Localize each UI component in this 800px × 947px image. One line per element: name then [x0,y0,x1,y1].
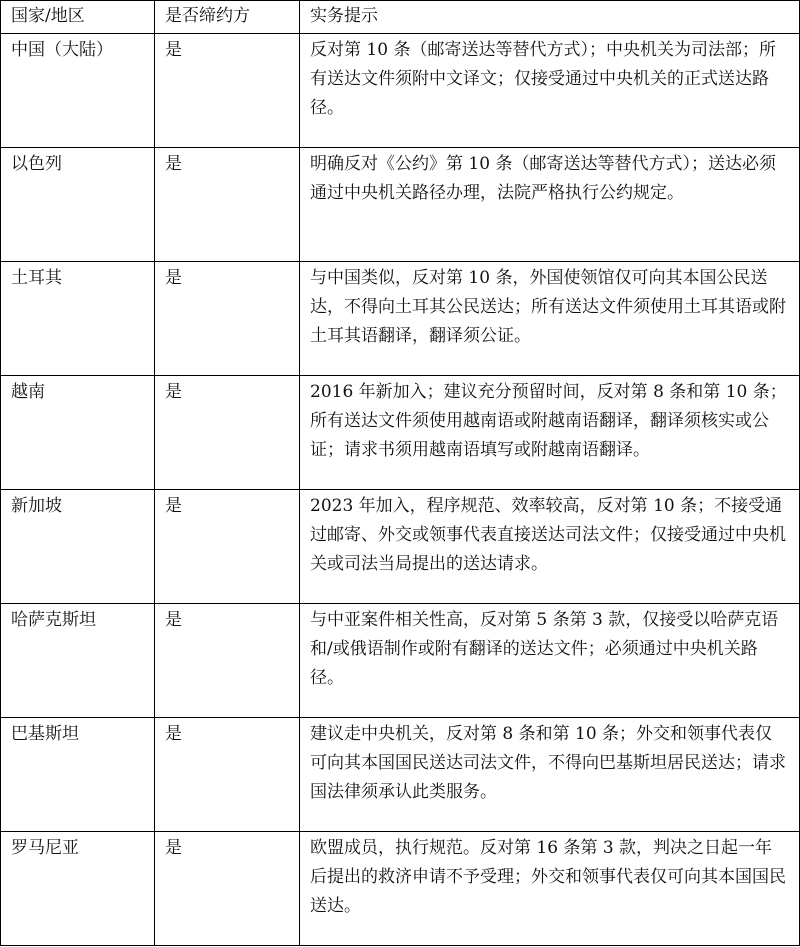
region-cell: 土耳其 [1,262,155,376]
table-row [1,490,800,604]
region-cell: 以色列 [1,148,155,262]
region-cell: 越南 [1,376,155,490]
tip-cell: 2016 年新加入；建议充分预留时间，反对第 8 条和第 10 条；所有送达文件须使用越南语或附越南语翻译，翻译须核实或公证；请求书须用越南语填写或附越南语翻译。 [300,376,800,490]
party-cell: 是 [155,490,300,604]
header-region: 国家/地区 [1,1,155,34]
party-cell: 是 [155,718,300,832]
table-row [1,34,800,148]
region-cell: 巴基斯坦 [1,718,155,832]
region-cell: 新加坡 [1,490,155,604]
region-cell: 罗马尼亚 [1,832,155,946]
party-cell: 是 [155,262,300,376]
header-tip: 实务提示 [300,1,800,34]
region-cell: 哈萨克斯坦 [1,604,155,718]
party-cell: 是 [155,148,300,262]
party-cell: 是 [155,376,300,490]
table-row [1,262,800,376]
table-row [1,148,800,262]
tip-cell: 与中亚案件相关性高，反对第 5 条第 3 款，仅接受以哈萨克语和/或俄语制作或附有翻译的送达文件；必须通过中央机关路径。 [300,604,800,718]
table-row [1,718,800,832]
region-cell: 中国（大陆） [1,34,155,148]
tip-cell: 反对第 10 条（邮寄送达等替代方式）；中央机关为司法部；所有送达文件须附中文译文；仅接受通过中央机关的正式送达路径。 [300,34,800,148]
table-header-row [1,1,800,34]
party-cell: 是 [155,34,300,148]
table-row [1,376,800,490]
party-cell: 是 [155,832,300,946]
tip-cell: 2023 年加入，程序规范、效率较高，反对第 10 条；不接受通过邮寄、外交或领事代表直接送达司法文件；仅接受通过中央机关或司法当局提出的送达请求。 [300,490,800,604]
header-party: 是否缔约方 [155,1,300,34]
tip-cell: 明确反对《公约》第 10 条（邮寄送达等替代方式）；送达必须通过中央机关路径办理，法院严格执行公约规定。 [300,148,800,262]
tip-cell: 与中国类似，反对第 10 条，外国使领馆仅可向其本国公民送达，不得向土耳其公民送达；所有送达文件须使用土耳其语或附土耳其语翻译，翻译须公证。 [300,262,800,376]
tip-cell: 欧盟成员，执行规范。反对第 16 条第 3 款，判决之日起一年后提出的救济申请不予受理；外交和领事代表仅可向其本国国民送达。 [300,832,800,946]
table-row [1,604,800,718]
party-cell: 是 [155,604,300,718]
tip-cell: 建议走中央机关，反对第 8 条和第 10 条；外交和领事代表仅可向其本国国民送达司法文件，不得向巴基斯坦居民送达；请求国法律须承认此类服务。 [300,718,800,832]
table-row [1,832,800,946]
